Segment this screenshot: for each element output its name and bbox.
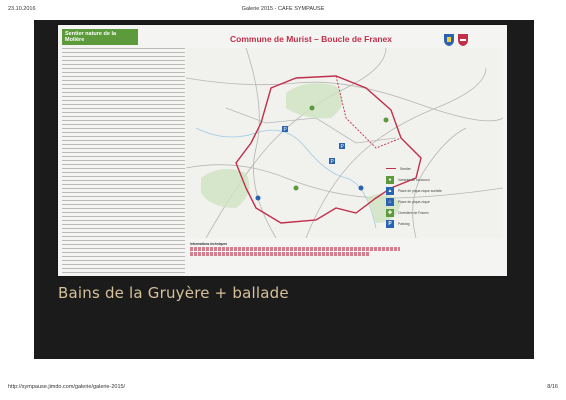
legend-row <box>386 163 498 174</box>
image-caption: Bains de la Gruyère + ballade <box>58 284 289 302</box>
svg-text:P: P <box>340 144 344 150</box>
print-url: http://sympause.jimdo.com/galerie/galerie-2015/ <box>8 384 126 390</box>
map-title: Commune de Murist – Boucle de Franex <box>230 34 393 44</box>
viewpoint-icon: ✚ <box>387 209 393 216</box>
legend-row <box>386 174 498 185</box>
print-footer <box>8 384 558 394</box>
legend-label: Cimetière de Franex <box>398 210 429 215</box>
legend-label: Variante de raccourci <box>398 177 430 182</box>
legend-row <box>386 207 498 218</box>
print-date: 23.10.2016 <box>8 6 36 12</box>
technical-info <box>190 242 420 256</box>
trail-description <box>62 29 185 273</box>
legend-label: Sentier <box>400 166 411 171</box>
illegible-text-lines <box>62 48 185 276</box>
legend-label: Place de pique-nique surfaite <box>398 188 442 193</box>
print-header <box>8 6 558 16</box>
illegible-info-line <box>190 252 370 256</box>
legend-label: Place de pique-nique <box>398 199 430 204</box>
picnic-icon: ⌂ <box>386 198 394 206</box>
gallery-image[interactable] <box>58 25 507 276</box>
legend-row <box>386 218 498 229</box>
legend-row <box>386 185 498 196</box>
coat-of-arms-icon <box>444 34 454 46</box>
illegible-info-line <box>190 247 400 251</box>
map-legend <box>386 163 498 229</box>
route-line-icon <box>386 168 396 170</box>
parking-icon: P <box>386 220 394 228</box>
nature-point-icon: ● <box>386 176 394 184</box>
trail-map <box>186 28 503 273</box>
svg-text:P: P <box>330 159 334 165</box>
legend-row <box>386 196 498 207</box>
trail-heading: Sentier nature de la Molière <box>62 29 138 45</box>
info-title: Informations techniques <box>190 242 228 246</box>
page-number: 8/16 <box>547 384 558 390</box>
legend-label: Parking <box>398 221 410 226</box>
print-title: Galerie 2015 - CAFE SYMPAUSE <box>241 6 325 12</box>
rest-area-icon: ▲ <box>387 187 393 194</box>
svg-text:P: P <box>283 127 287 133</box>
coat-of-arms-icon <box>458 34 468 46</box>
trail-text-block <box>62 48 185 276</box>
